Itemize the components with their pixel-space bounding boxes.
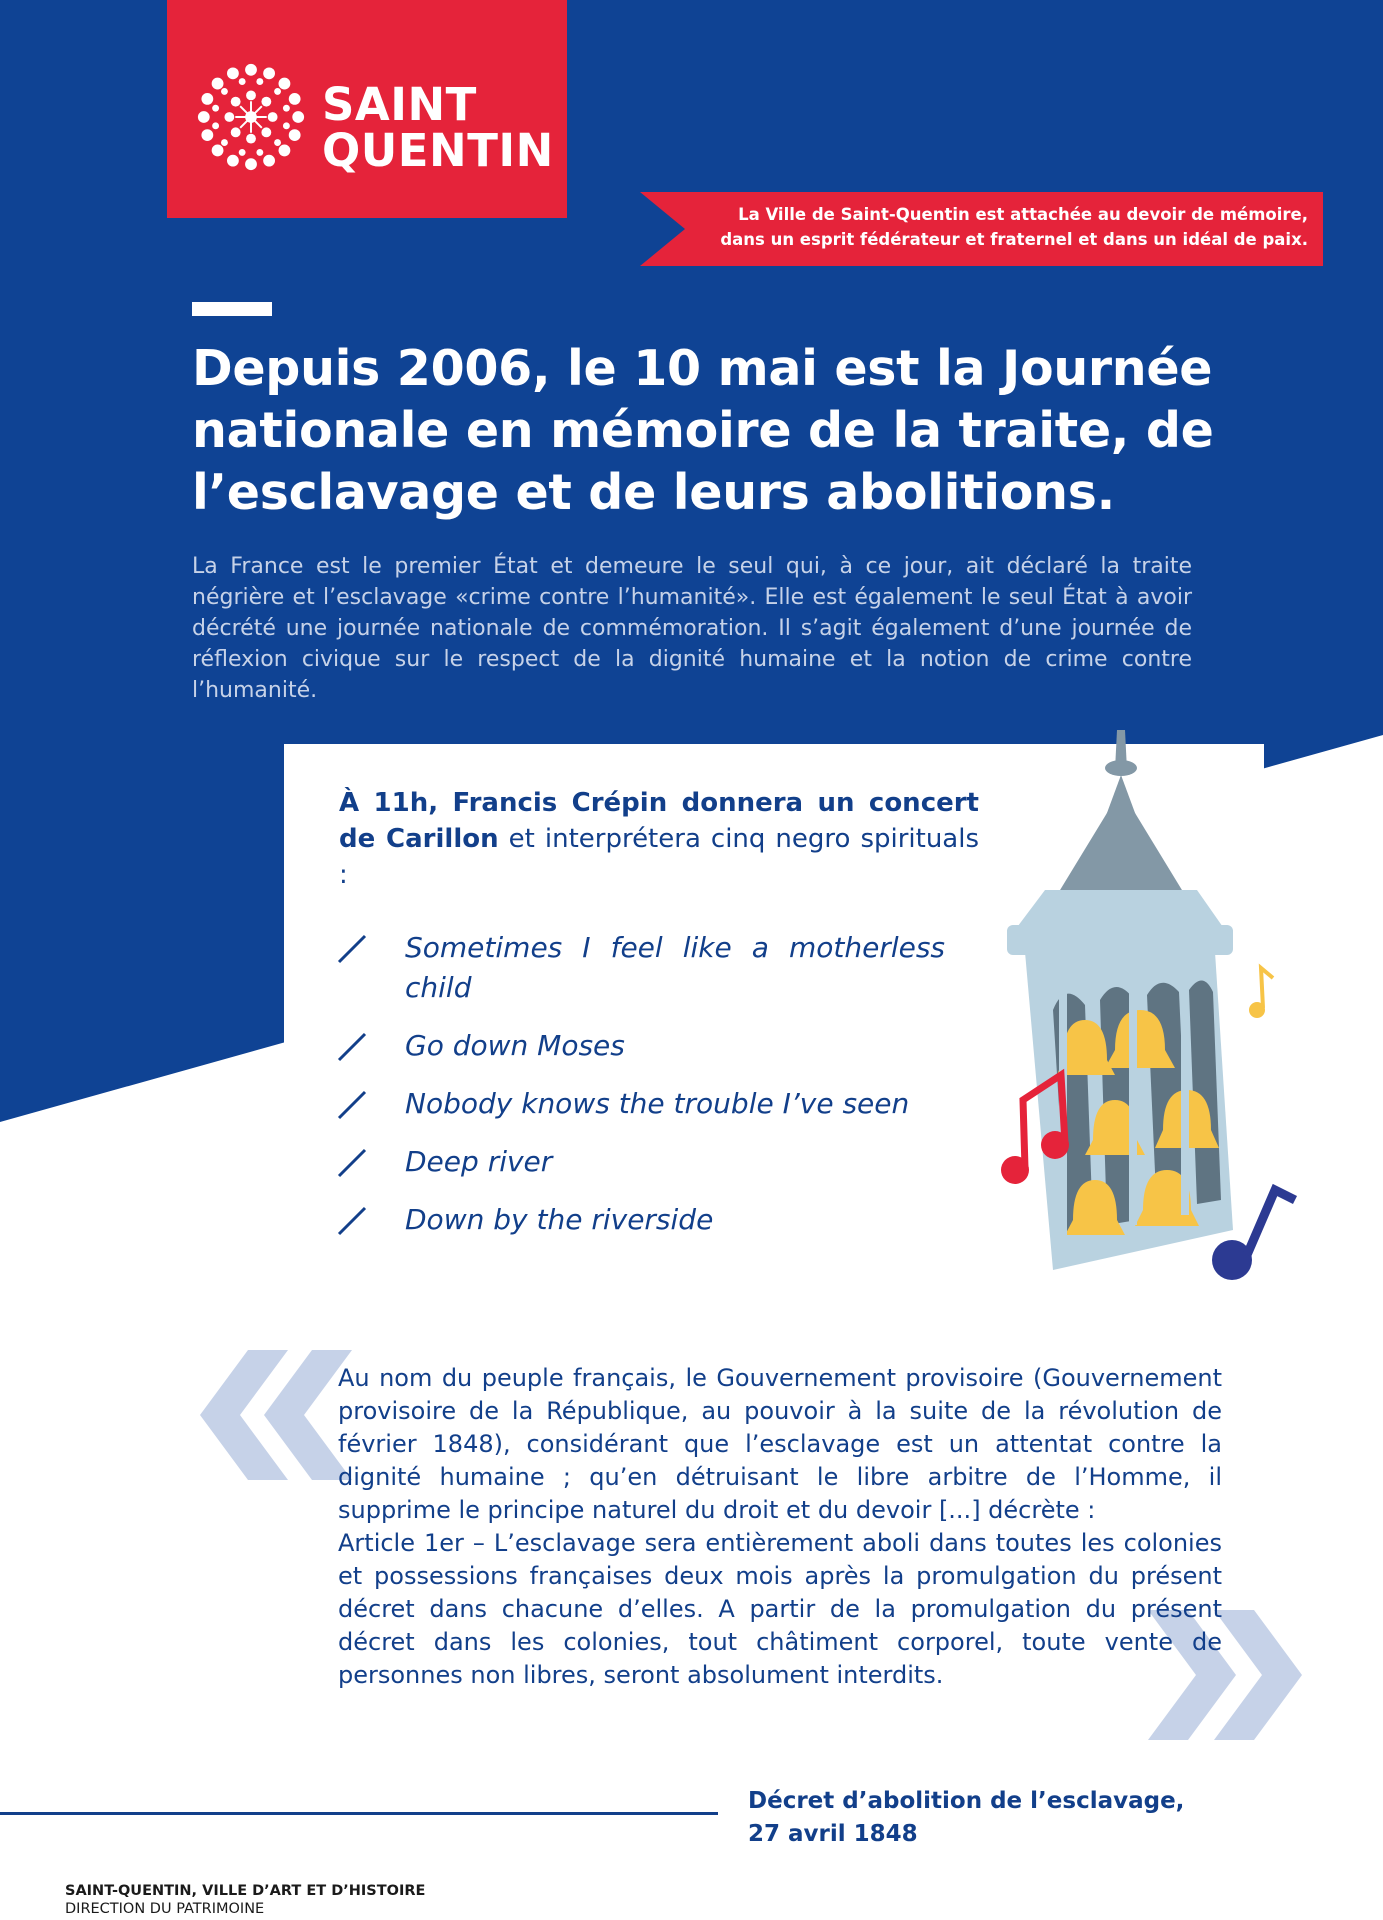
slash-icon bbox=[335, 1090, 369, 1120]
song-title: Sometimes I feel like a motherless child bbox=[405, 931, 945, 1004]
slash-icon bbox=[335, 1148, 369, 1178]
quote-paragraph-2: Article 1er – L’esclavage sera entièrement aboli dans toutes les colonies et possessions françaises deux mois après la promulgation du présent décret dans chacune d’elles. A partir de la promulgation du présent décret dans les colonies, tout châtiment corporel, toute vente de personnes non libres, seront absolument interdits. bbox=[338, 1529, 1222, 1689]
ribbon-text bbox=[660, 202, 1308, 252]
headline-dash bbox=[192, 302, 272, 316]
headline bbox=[192, 338, 1342, 524]
quote-credit bbox=[748, 1785, 1268, 1851]
spire-icon bbox=[1057, 730, 1185, 895]
credit-line-2: 27 avril 1848 bbox=[748, 1821, 918, 1847]
logo-wordmark bbox=[322, 78, 554, 177]
credit-rule bbox=[0, 1812, 718, 1815]
quote-paragraph-1: Au nom du peuple français, le Gouvernement provisoire (Gouvernement provisoire de la République, au pouvoir à la suite de la révolution de février 1848), considérant que l’esclavage est un attentat contre la dignité humaine ; qu’en détruisant le libre arbitre de l’Homme, il supprime le principe naturel du droit et du devoir [...] décrète : bbox=[338, 1364, 1222, 1524]
logo-line-1: SAINT bbox=[322, 78, 477, 131]
ribbon-line-2: dans un esprit fédérateur et fraternel et dans un idéal de paix. bbox=[720, 230, 1308, 249]
slash-icon bbox=[335, 1032, 369, 1062]
list-item bbox=[335, 928, 945, 1008]
footer-subtitle: DIRECTION DU PATRIMOINE bbox=[65, 1901, 265, 1917]
headline-line-3: l’esclavage et de leurs abolitions. bbox=[192, 464, 1115, 521]
list-item bbox=[335, 1142, 945, 1182]
footer-title: SAINT-QUENTIN, VILLE D’ART ET D’HISTOIRE bbox=[65, 1883, 426, 1899]
concert-bold: À 11h, Francis Crépin donnera un concert de Carillon bbox=[339, 788, 979, 854]
music-note-icon bbox=[1249, 968, 1273, 1018]
quote-open-icon bbox=[200, 1350, 360, 1480]
song-title: Go down Moses bbox=[405, 1029, 625, 1062]
rosace-icon bbox=[192, 58, 310, 176]
concert-text bbox=[339, 785, 979, 893]
decree-quote bbox=[338, 1362, 1222, 1692]
list-item bbox=[335, 1084, 945, 1124]
song-title: Nobody knows the trouble I’ve seen bbox=[405, 1087, 910, 1120]
headline-line-2: nationale en mémoire de la traite, de bbox=[192, 402, 1214, 459]
slash-icon bbox=[335, 934, 369, 964]
song-title: Deep river bbox=[405, 1145, 553, 1178]
credit-line-1: Décret d’abolition de l’esclavage, bbox=[748, 1788, 1185, 1814]
headline-line-1: Depuis 2006, le 10 mai est la Journée bbox=[192, 340, 1213, 397]
ribbon-line-1: La Ville de Saint-Quentin est attachée au devoir de mémoire, bbox=[738, 205, 1308, 224]
concert-rest: et interprétera cinq negro spirituals : bbox=[339, 824, 980, 890]
song-list bbox=[335, 928, 945, 1258]
intro-paragraph: La France est le premier État et demeure le seul qui, à ce jour, ait déclaré la traite négrière et l’esclavage «crime contre l’humanité». Elle est également le seul État à avoir décrété une journée nationale de commémoration. Il s’agit également d’une journée de réflexion civique sur le respect de la dignité humaine et la notion de crime contre l’humanité. bbox=[192, 554, 1192, 703]
carillon-illustration bbox=[975, 730, 1305, 1290]
list-item bbox=[335, 1200, 945, 1240]
song-title: Down by the riverside bbox=[405, 1203, 714, 1236]
logo-line-2: QUENTIN bbox=[322, 124, 554, 177]
list-item bbox=[335, 1026, 945, 1066]
slash-icon bbox=[335, 1206, 369, 1236]
